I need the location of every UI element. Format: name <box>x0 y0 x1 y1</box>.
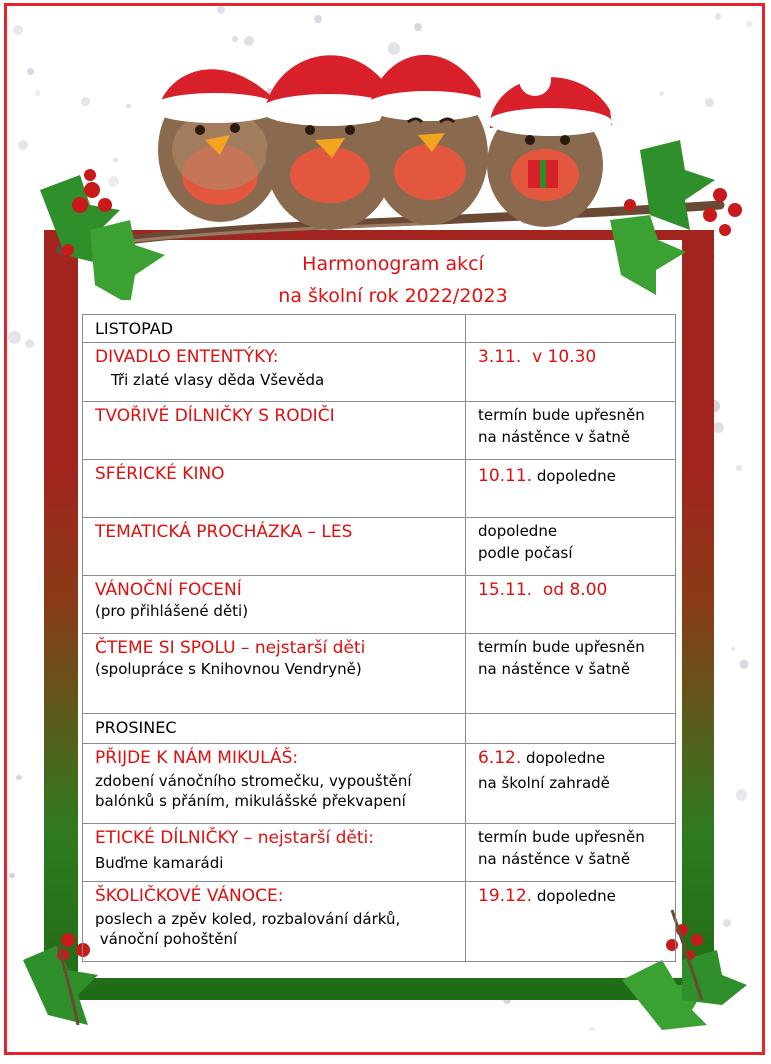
snowflake-icon <box>25 339 34 348</box>
table-row <box>83 576 676 634</box>
event-name: VÁNOČNÍ FOCENÍ <box>95 580 242 600</box>
table-row <box>83 343 676 402</box>
event-name: DIVADLO ENTENTÝKY: <box>95 347 279 367</box>
table-row <box>83 315 676 343</box>
event-detail: zdobení vánočního stromečku, vypouštění <box>95 772 412 790</box>
table-row <box>83 882 676 962</box>
event-detail: Buďme kamarádi <box>95 854 224 872</box>
table-row <box>83 714 676 744</box>
event-detail: (pro přihlášené děti) <box>95 602 249 620</box>
event-date: 10.11. <box>478 466 533 486</box>
robin-4-icon <box>487 64 612 227</box>
table-row <box>83 460 676 518</box>
title-line-1: Harmonogram akcí <box>302 253 484 275</box>
robin-3-icon <box>366 12 490 225</box>
event-note: na nástěnce v šatně <box>478 428 631 446</box>
event-note: na školní zahradě <box>478 774 610 792</box>
event-time: dopoledne <box>536 467 616 485</box>
event-note: termín bude upřesněn <box>478 638 645 656</box>
event-detail: balónků s přáním, mikulášské překvapení <box>95 792 406 810</box>
event-name: ŠKOLIČKOVÉ VÁNOCE: <box>95 886 284 906</box>
event-name: TEMATICKÁ PROCHÁZKA – LES <box>95 522 353 542</box>
event-date: 3.11. <box>478 347 522 367</box>
month-label-prosinec: PROSINEC <box>95 718 177 737</box>
month-label-listopad: LISTOPAD <box>95 319 174 338</box>
event-name: ČTEME SI SPOLU – nejstarší děti <box>95 638 366 658</box>
event-time: dopoledne <box>536 887 616 905</box>
event-time: v 10.30 <box>532 347 597 367</box>
event-date: 15.11. <box>478 580 533 600</box>
snowflake-icon <box>713 422 725 434</box>
event-time: od 8.00 <box>542 580 608 600</box>
event-detail: (spolupráce s Knihovnou Vendryně) <box>95 660 362 678</box>
schedule-table <box>82 314 676 962</box>
snowflake-icon <box>9 873 15 879</box>
snowflake-icon <box>590 1027 594 1031</box>
event-name: TVOŘIVÉ DÍLNIČKY S RODIČI <box>95 406 335 426</box>
event-note: dopoledne <box>478 522 558 540</box>
table-row <box>83 824 676 882</box>
snowflake-icon <box>8 331 21 344</box>
event-note: termín bude upřesněn <box>478 406 645 424</box>
event-detail: Tři zlaté vlasy děda Vševěda <box>111 371 325 389</box>
table-row <box>83 402 676 460</box>
event-detail: poslech a zpěv koled, rozbalování dárků, <box>95 910 401 928</box>
snowflake-icon <box>736 465 742 471</box>
event-name: PŘIJDE K NÁM MIKULÁŠ: <box>95 748 299 768</box>
event-date: 6.12. <box>478 748 522 768</box>
event-note: na nástěnce v šatně <box>478 850 631 868</box>
table-row <box>83 634 676 714</box>
table-row <box>83 518 676 576</box>
event-note: podle počasí <box>478 544 573 562</box>
snowflake-icon <box>731 647 735 651</box>
title-line-2: na školní rok 2022/2023 <box>278 285 508 307</box>
snowflake-icon <box>16 775 21 780</box>
event-time: dopoledne <box>526 749 606 767</box>
event-note: na nástěnce v šatně <box>478 660 631 678</box>
event-detail: vánoční pohoštění <box>95 930 238 948</box>
snowflake-icon <box>740 660 749 669</box>
event-note: termín bude upřesněn <box>478 828 645 846</box>
event-date: 19.12. <box>478 886 533 906</box>
table-row <box>83 744 676 824</box>
event-name: SFÉRICKÉ KINO <box>95 464 225 484</box>
event-name: ETICKÉ DÍLNIČKY – nejstarší děti: <box>95 828 374 848</box>
snowflake-icon <box>736 789 747 800</box>
